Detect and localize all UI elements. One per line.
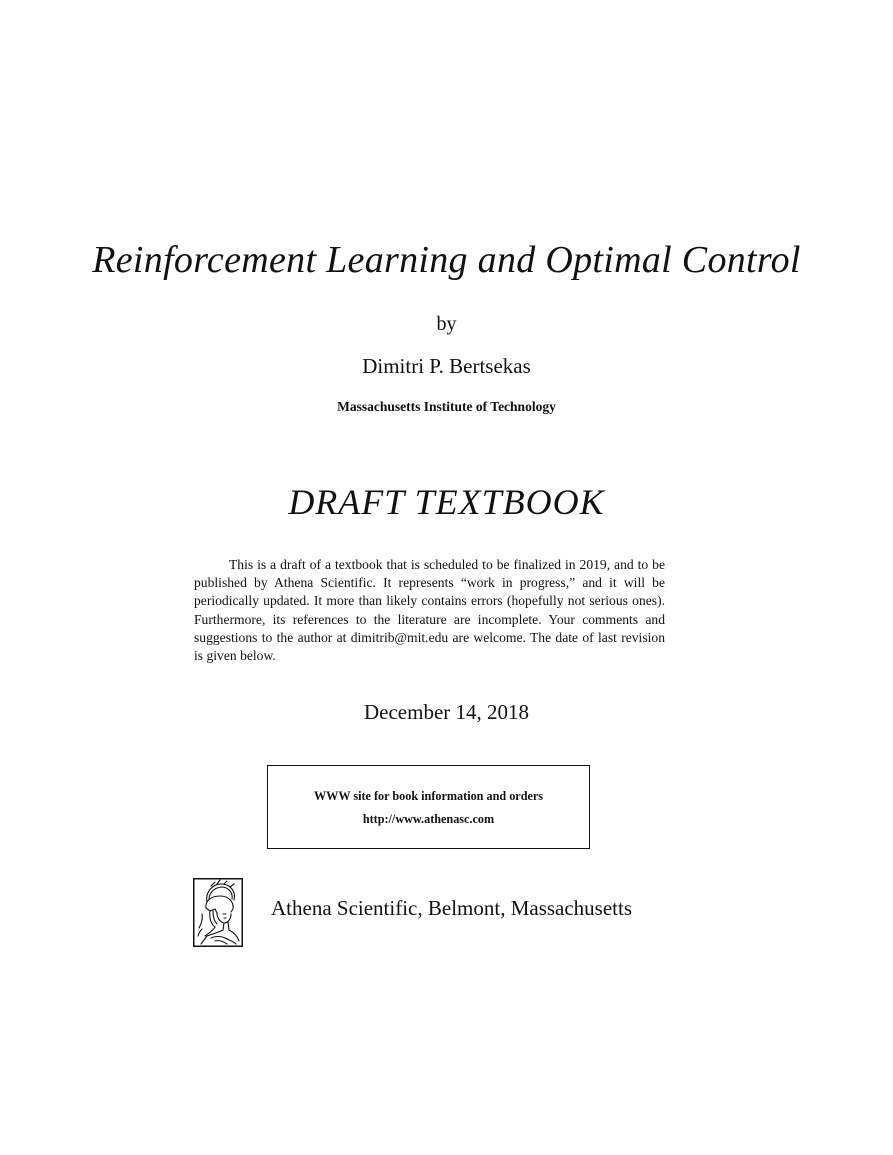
www-info-label: WWW site for book information and orders: [313, 789, 544, 803]
author-affiliation: Massachusetts Institute of Technology: [337, 399, 556, 414]
by-line: by: [436, 313, 457, 335]
draft-notice-paragraph: This is a draft of a textbook that is scheduled to be finalized in 2019, and to be published by Athena Scientific. It represents “work in progress,” and it will be periodically updated. It more than likely contains errors (hopefully not serious ones). Furthermore, its references to the literature are incomplete. Your comments and suggestions to the author at dimitrib@mit.edu are welcome. The date of last revision is given below.: [194, 557, 665, 664]
book-title: Reinforcement Learning and Optimal Control: [92, 239, 801, 281]
publisher-line: Athena Scientific, Belmont, Massachusetts: [271, 896, 633, 920]
www-info-box: [267, 765, 590, 849]
draft-heading: DRAFT TEXTBOOK: [288, 482, 605, 522]
revision-date: December 14, 2018: [363, 700, 530, 724]
author-name: Dimitri P. Bertsekas: [362, 354, 531, 378]
www-url[interactable]: http://www.athenasc.com: [362, 812, 495, 826]
athena-helmet-logo-icon: [193, 878, 243, 947]
